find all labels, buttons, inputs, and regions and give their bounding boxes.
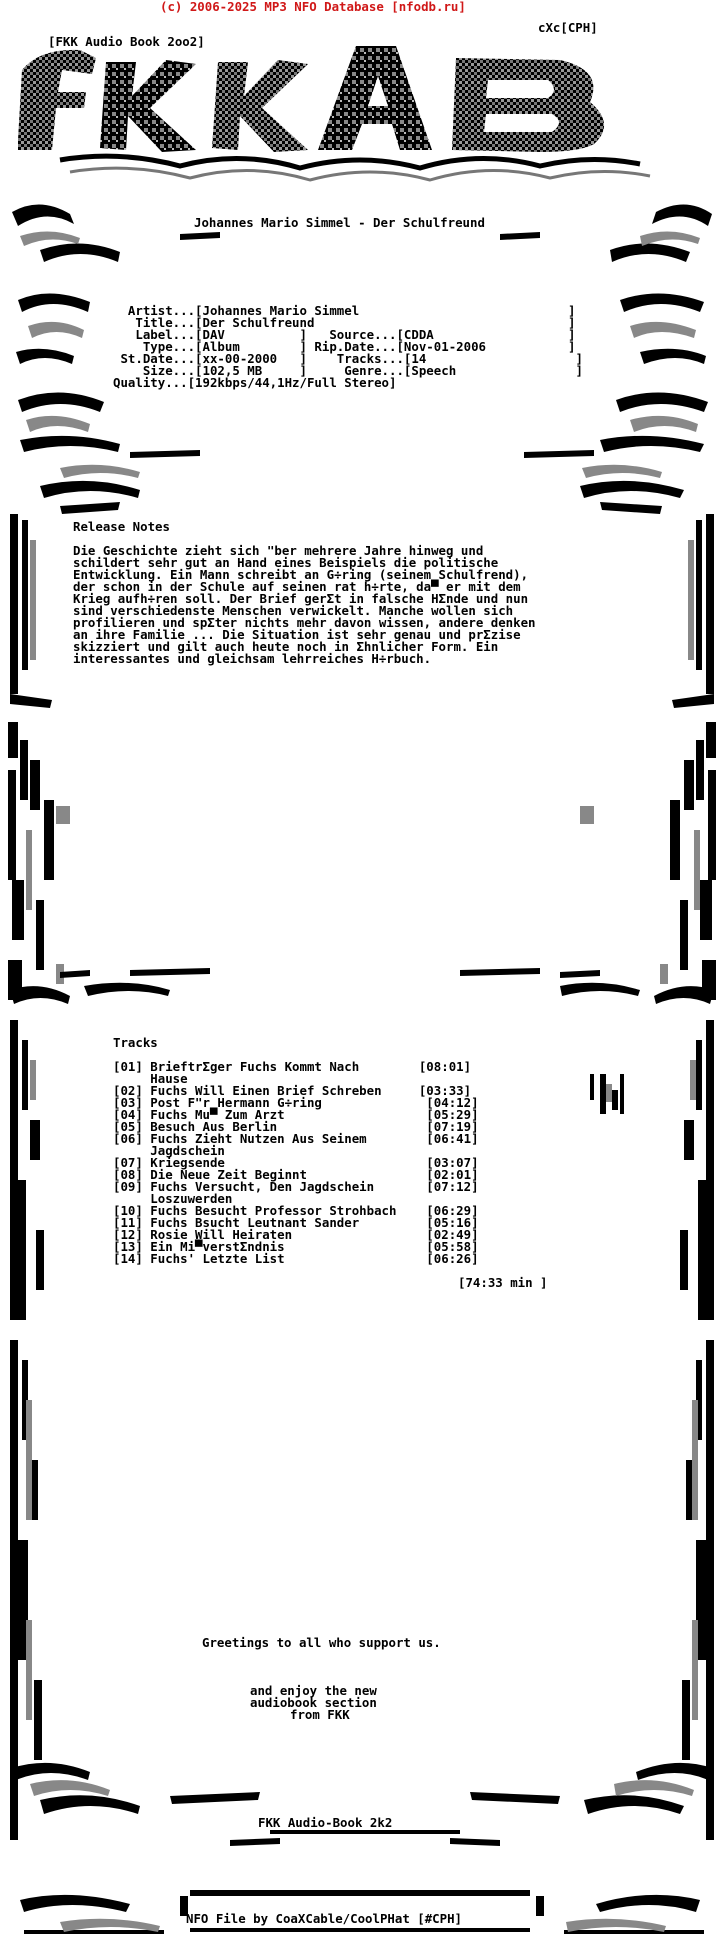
- tracks-total-time: [74:33 min ]: [458, 1275, 548, 1290]
- release-notes-line: Die Geschichte zieht sich "ber mehrere Jahre hinweg und: [73, 543, 484, 558]
- track-row: [06] Fuchs Zieht Nutzen Aus Seinem [06:41]: [113, 1131, 479, 1146]
- track-row: [01] BrieftrΣger Fuchs Kommt Nach [08:01]: [113, 1059, 472, 1074]
- track-row: [12] Rosie Will Heiraten [02:49]: [113, 1227, 479, 1242]
- track-row: [02] Fuchs Will Einen Brief Schreben [03:33]: [113, 1083, 472, 1098]
- enjoy-line: audiobook section: [250, 1695, 377, 1710]
- enjoy-line: and enjoy the new: [250, 1683, 377, 1698]
- track-row: Loszuwerden: [113, 1191, 233, 1206]
- banner-link[interactable]: (c) 2006-2025 MP3 NFO Database [nfodb.ru]: [160, 0, 466, 14]
- release-notes-line: profilieren und spΣter nichts mehr davon wissen, andere denken: [73, 615, 536, 630]
- release-notes-line: Entwicklung. Ein Mann schreibt an G÷ring (seinem Schulfrend),: [73, 567, 529, 582]
- info-line: St.Date...[xx-00-2000 ] Tracks...[14 ]: [113, 351, 583, 366]
- info-line: Type...[Album ] Rip.Date...[Nov-01-2006 ]: [113, 339, 576, 354]
- release-notes-line: Krieg aufh÷ren soll. Der Brief gerΣt in falsche HΣnde und nun: [73, 591, 529, 606]
- artist-tag: cXc[CPH]: [538, 20, 598, 35]
- info-line: Title...[Der Schulfreund ]: [113, 315, 576, 330]
- release-notes-line: der schon in der Schule auf seinen rat h÷rte, da▀ er mit dem: [73, 579, 521, 594]
- track-row: Jagdschein: [113, 1143, 225, 1158]
- footer-title: FKK Audio-Book 2k2: [258, 1815, 393, 1830]
- track-row: [07] Kriegsende [03:07]: [113, 1155, 479, 1170]
- track-row: [04] Fuchs Mu▀ Zum Arzt [05:29]: [113, 1107, 479, 1122]
- info-line: Label...[DAV ] Source...[CDDA ]: [113, 327, 576, 342]
- tracks-heading: Tracks: [113, 1035, 158, 1050]
- track-row: [09] Fuchs Versucht, Den Jagdschein [07:12]: [113, 1179, 479, 1194]
- track-row: [05] Besuch Aus Berlin [07:19]: [113, 1119, 479, 1134]
- track-row: [08] Die Neue Zeit Beginnt [02:01]: [113, 1167, 479, 1182]
- group-tag: [FKK Audio Book 2oo2]: [48, 34, 205, 49]
- greetings-text: Greetings to all who support us.: [202, 1635, 441, 1650]
- release-notes-line: sind verschiedenste Menschen verwickelt. Manche wollen sich: [73, 603, 514, 618]
- track-row: Hause: [113, 1071, 188, 1086]
- track-row: [10] Fuchs Besucht Professor Strohbach [06:29]: [113, 1203, 479, 1218]
- release-notes-line: an ihre Familie ... Die Situation ist sehr genau und prΣzise: [73, 627, 521, 642]
- release-headline: Johannes Mario Simmel - Der Schulfreund: [194, 215, 485, 230]
- track-row: [03] Post F"r Hermann G÷ring [04:12]: [113, 1095, 479, 1110]
- track-row: [13] Ein Mi▀verstΣndnis [05:58]: [113, 1239, 479, 1254]
- track-row: [11] Fuchs Bsucht Leutnant Sander [05:16]: [113, 1215, 479, 1230]
- release-notes-line: interessantes und gleichsam lehrreiches H÷rbuch.: [73, 651, 432, 666]
- release-notes-heading: Release Notes: [73, 519, 170, 534]
- footer-credit: NFO File by CoaXCable/CoolPHat [#CPH]: [186, 1911, 463, 1926]
- info-line: Size...[102,5 MB ] Genre...[Speech ]: [113, 363, 583, 378]
- track-row: [14] Fuchs' Letzte List [06:26]: [113, 1251, 479, 1266]
- release-notes-line: schildert sehr gut an Hand eines Beispiels die politische: [73, 555, 499, 570]
- enjoy-line: from FKK: [290, 1707, 350, 1722]
- release-notes-line: skizziert und gilt auch heute noch in Σhnlicher Form. Ein: [73, 639, 499, 654]
- info-line: Artist...[Johannes Mario Simmel ]: [113, 303, 576, 318]
- info-line: Quality...[192kbps/44,1Hz/Full Stereo]: [113, 375, 397, 390]
